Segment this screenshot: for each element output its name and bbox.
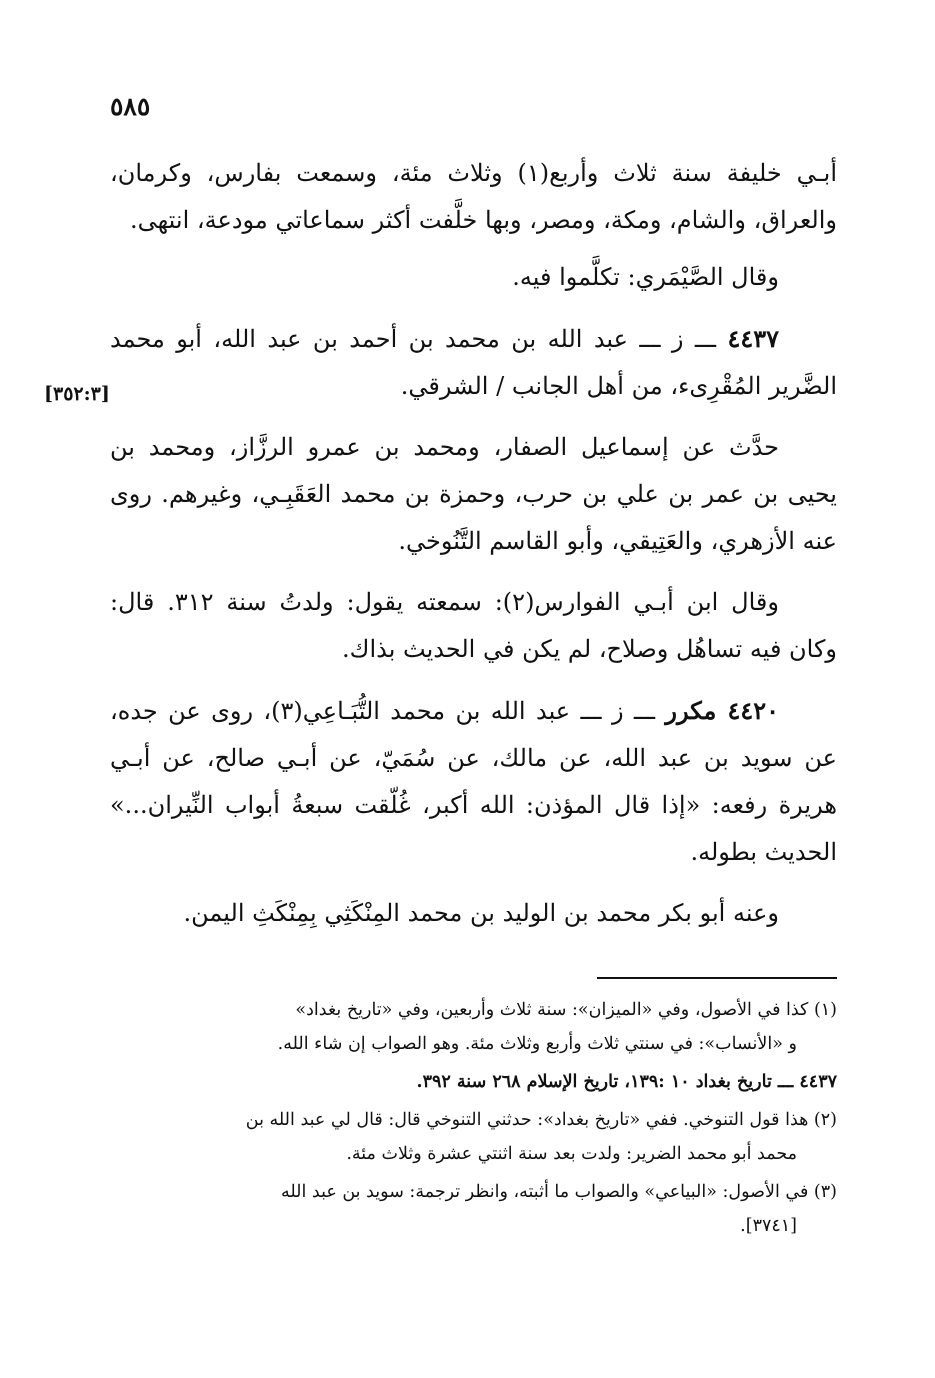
footnote-2	[110, 1103, 837, 1171]
paragraph-4: حدَّث عن إسماعيل الصفار، ومحمد بن عمرو الرزَّاز، ومحمد بن يحيى بن عمر بن علي بن حرب، وحمزة بن محمد العَقَبِـي، وغيرهم. روى عنه الأزهري، والعَتِيقي، وأبو القاسم التَّنُوخي.	[110, 433, 837, 555]
paragraph-5: وقال ابن أبـي الفوارس(٢): سمعته يقول: ولدتُ سنة ٣١٢. قال: وكان فيه تساهُل وصلاح، لم يكن في الحديث بذاك.	[110, 588, 837, 663]
entry-text: ـــ ز ـــ عبد الله بن محمد التُّبَـاعِي(٣)، روى عن جده، عن سويد بن عبد الله، عن مالك، عن سُمَيّ، عن أبـي صالح، عن أبـي هريرة رفعه: «إذا قال المؤذن: الله أكبر، غُلّقت سبعةُ أبواب النِّيران...» الحديث بطوله.	[110, 697, 837, 866]
entry-text: ـــ ز ـــ عبد الله بن محمد بن أحمد بن عبد الله، أبو محمد الضَّرير المُقْرِىء، من أهل الجانب / الشرقي.	[110, 325, 837, 400]
paragraph-1: أبـي خليفة سنة ثلاث وأربع(١) وثلاث مئة، وسمعت بفارس، وكرمان، والعراق، والشام، ومكة، ومصر، وبها خلَّفت أكثر سماعاتي مودعة، انتهى.	[110, 159, 838, 234]
margin-reference: [٣٥٢:٣]	[44, 383, 110, 405]
entry-4437	[110, 315, 837, 410]
paragraph-7: وعنه أبو بكر محمد بن الوليد بن محمد المِنْكَثِي بِمِنْكَثِ اليمن.	[183, 899, 779, 927]
entry-4420	[110, 687, 837, 876]
footnote-entry-source: ٤٤٣٧ ـــ تاريخ بغداد ١٠ :١٣٩، تاريخ الإسلام ٢٦٨ سنة ٣٩٢.	[416, 1072, 837, 1092]
footnote-divider	[597, 977, 837, 979]
footnote-1-line-2: و «الأنساب»: في سنتي ثلاث وأربع وثلاث مئة. وهو الصواب إن شاء الله.	[277, 1034, 797, 1054]
page-number: ٥٨٥	[110, 92, 151, 121]
footnotes	[110, 993, 837, 1247]
footnote-3-line-2: [٣٧٤١].	[740, 1216, 797, 1236]
footnote-2-line-2: محمد أبو محمد الضرير: ولدت بعد سنة اثنتي عشرة وثلاث مئة.	[346, 1144, 797, 1164]
main-text	[110, 150, 837, 937]
footnote-2-line-1: (٢) هذا قول التنوخي. ففي «تاريخ بغداد»: حدثني التنوخي قال: قال لي عبد الله بن	[245, 1110, 837, 1130]
footnote-1	[110, 993, 837, 1061]
footnote-3-line-1: (٣) في الأصول: «البياعي» والصواب ما أثبته، وانظر ترجمة: سويد بن عبد الله	[280, 1182, 837, 1202]
footnote-1-line-1: (١) كذا في الأصول، وفي «الميزان»: سنة ثلاث وأربعين، وفي «تاريخ بغداد»	[295, 1000, 837, 1020]
entry-number: ٤٤٢٠ مكرر	[665, 696, 779, 725]
entry-number: ٤٤٣٧	[727, 324, 779, 353]
paragraph-2: وقال الصَّيْمَري: تكلَّموا فيه.	[512, 263, 779, 291]
footnote-3	[110, 1175, 837, 1243]
